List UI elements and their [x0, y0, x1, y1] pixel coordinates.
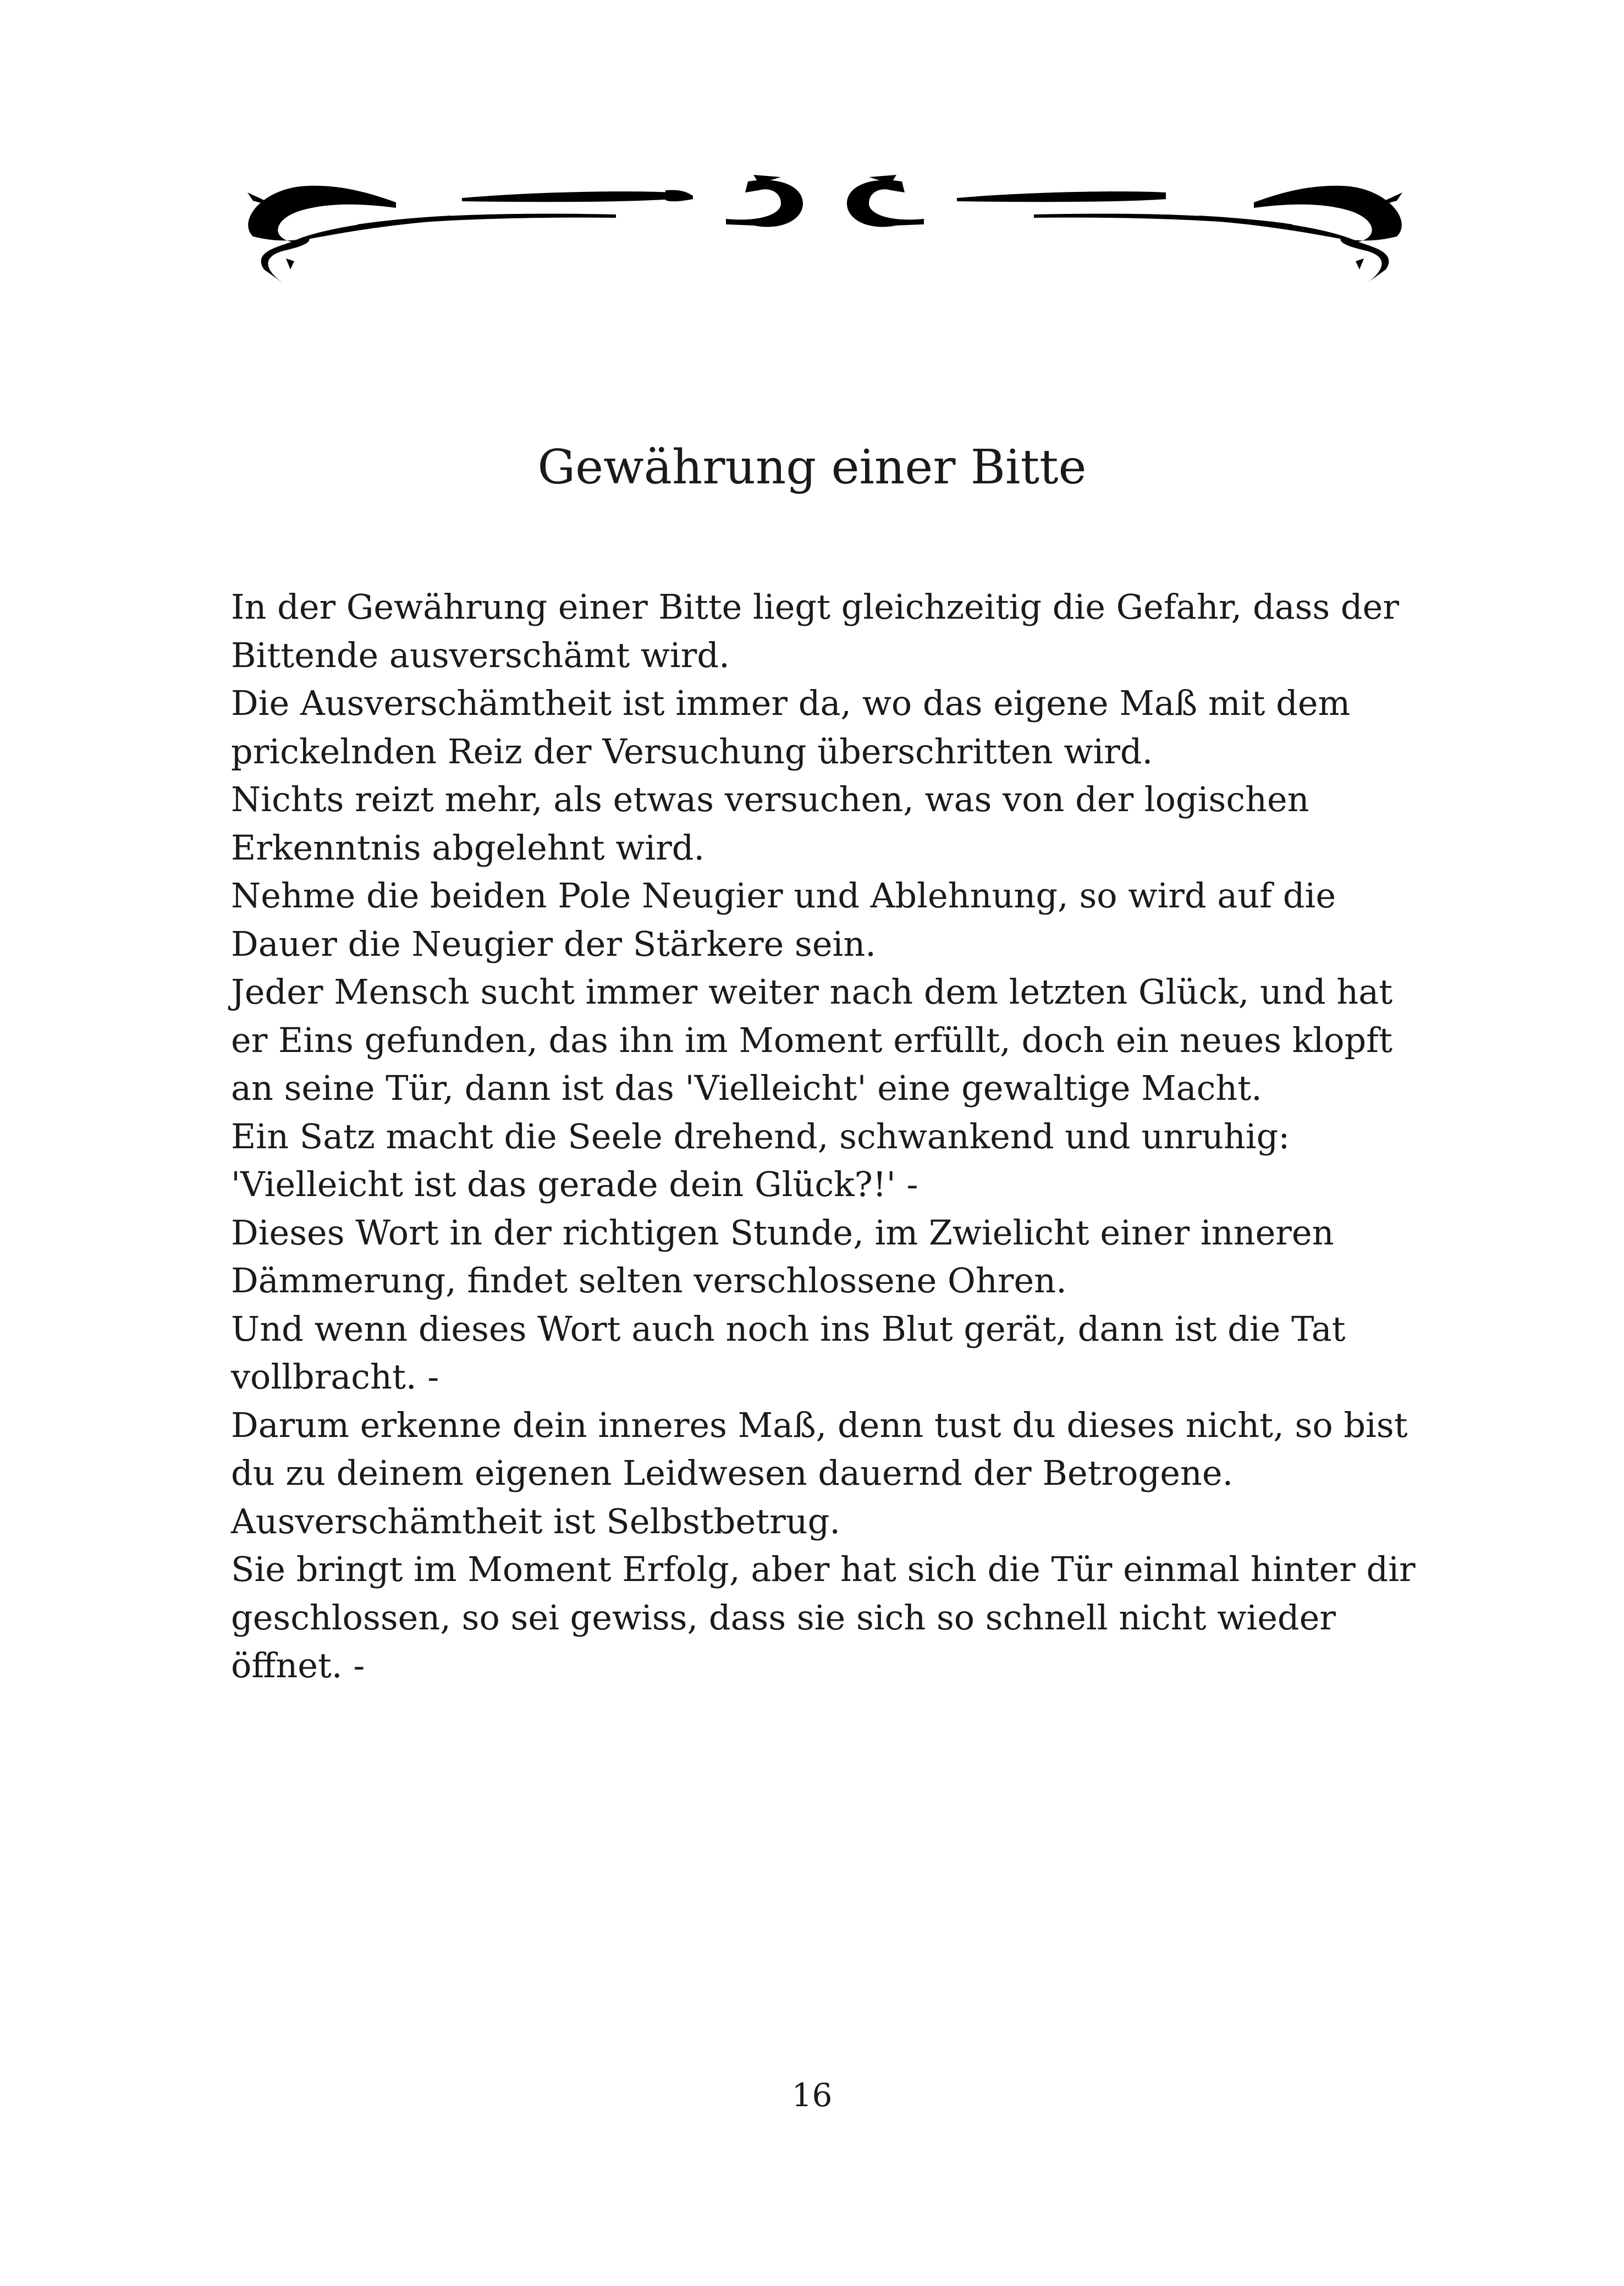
- text-line: Und wenn dieses Wort auch noch ins Blut gerät, dann ist die Tat: [231, 1308, 1346, 1349]
- text-line: In der Gewährung einer Bitte liegt gleichzeitig die Gefahr, dass der: [231, 587, 1399, 627]
- body-text: [231, 583, 1441, 1690]
- text-line: Nehme die beiden Pole Neugier und Ablehnung, so wird auf die: [231, 875, 1336, 916]
- text-line: 'Vielleicht ist das gerade dein Glück?!' -: [231, 1164, 918, 1204]
- text-line: Dämmerung, findet selten verschlossene Ohren.: [231, 1260, 1067, 1301]
- text-line: Darum erkenne dein inneres Maß, denn tust du dieses nicht, so bist: [231, 1404, 1408, 1445]
- page-title: Gewährung einer Bitte: [537, 440, 1087, 495]
- text-line: öffnet. -: [231, 1645, 365, 1685]
- text-line: Bittende ausverschämt wird.: [231, 635, 730, 675]
- page-number: 16: [791, 2076, 833, 2114]
- text-line: vollbracht. -: [231, 1357, 439, 1397]
- text-line: an seine Tür, dann ist das 'Vielleicht' eine gewaltige Macht.: [231, 1068, 1262, 1108]
- text-line: du zu deinem eigenen Leidwesen dauernd der Betrogene.: [231, 1453, 1234, 1493]
- text-line: Ein Satz macht die Seele drehend, schwankend und unruhig:: [231, 1116, 1290, 1156]
- text-line: Nichts reizt mehr, als etwas versuchen, was von der logischen: [231, 779, 1309, 819]
- text-line: Sie bringt im Moment Erfolg, aber hat sich die Tür einmal hinter dir: [231, 1549, 1416, 1589]
- text-line: Die Ausverschämtheit ist immer da, wo das eigene Maß mit dem: [231, 683, 1351, 723]
- text-line: Dieses Wort in der richtigen Stunde, im Zwielicht einer inneren: [231, 1212, 1334, 1253]
- text-line: Jeder Mensch sucht immer weiter nach dem letzten Glück, und hat: [231, 972, 1393, 1012]
- divider-ornament-icon: [231, 159, 1419, 291]
- text-line: Dauer die Neugier der Stärkere sein.: [231, 923, 876, 964]
- text-line: geschlossen, so sei gewiss, dass sie sich so schnell nicht wieder: [231, 1597, 1336, 1638]
- text-line: prickelnden Reiz der Versuchung überschritten wird.: [231, 731, 1153, 772]
- text-line: Ausverschämtheit ist Selbstbetrug.: [231, 1501, 841, 1541]
- text-line: er Eins gefunden, das ihn im Moment erfüllt, doch ein neues klopft: [231, 1020, 1393, 1060]
- text-line: Erkenntnis abgelehnt wird.: [231, 827, 705, 868]
